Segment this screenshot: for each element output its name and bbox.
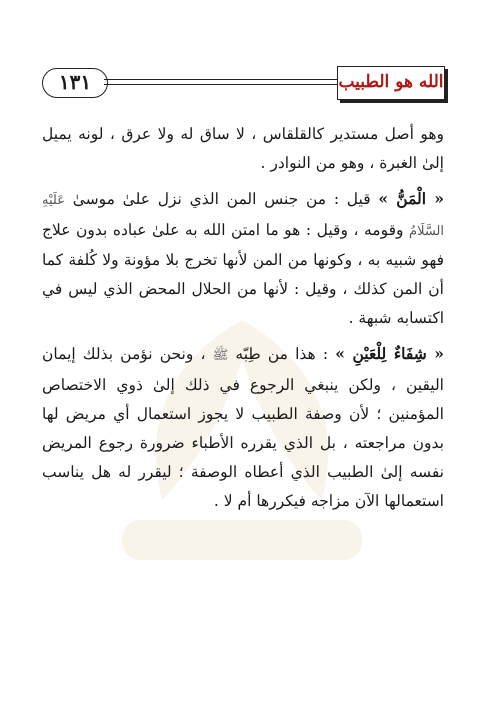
page-number: ١٣١ [42, 68, 108, 98]
paragraph-text: : هذا من طِبّه [228, 345, 336, 364]
page-header [40, 66, 445, 104]
header-rule [104, 79, 337, 85]
paragraph-text: ، ونحن نؤمن بذلك إيمان اليقين ، ولكن ينبغي الرجوع في ذلك إلىٰ ذوي الاختصاص المؤمنين ؛ لأن وصفة الطبيب لا يجوز استعمال أي مريض لها بدون مراجعته ، بل الذي يقرره الأطباء ضرورة رجوع المريض نفسه إلىٰ الطبيب الذي أعطاه الوصفة ؛ ليقرر له هل يناسب استعمالها الآن مزاجه فيكررها أم لا . [42, 345, 444, 511]
paragraph-text: قيل : من جنس المن الذي نزل علىٰ موسىٰ [64, 190, 379, 209]
term-heading: « شِفَاءٌ لِلْعَيْنِ » [335, 344, 444, 364]
section-title: الله هو الطبيب [337, 66, 445, 100]
paragraph-2 [42, 184, 444, 333]
honorific-glyph: ﷺ [212, 348, 229, 364]
term-heading: « الْمَنُّ » [378, 189, 444, 209]
paragraph-text: وهو أصل مستدير كالقلقاس ، لا ساق له ولا عرق ، لونه يميل إلىٰ الغبرة ، وهو من النوادر . [42, 125, 444, 173]
page-body [42, 120, 444, 523]
paragraph-3 [42, 339, 444, 516]
honorific-glyph: عَلَيْهِ السَّلَامُ [42, 193, 444, 239]
paragraph-text: وقومه ، وقيل : هو ما امتن الله به علىٰ عباده بدون علاج فهو شبيه به ، وكونها من المن لأنها تخرج بلا مؤونة ولا كُلفة كما أن المن كذلك ، وقيل : لأنها من الحلال المحض الذي ليس في اكتسابه شبهة . [42, 220, 444, 328]
paragraph-1 [42, 120, 444, 178]
